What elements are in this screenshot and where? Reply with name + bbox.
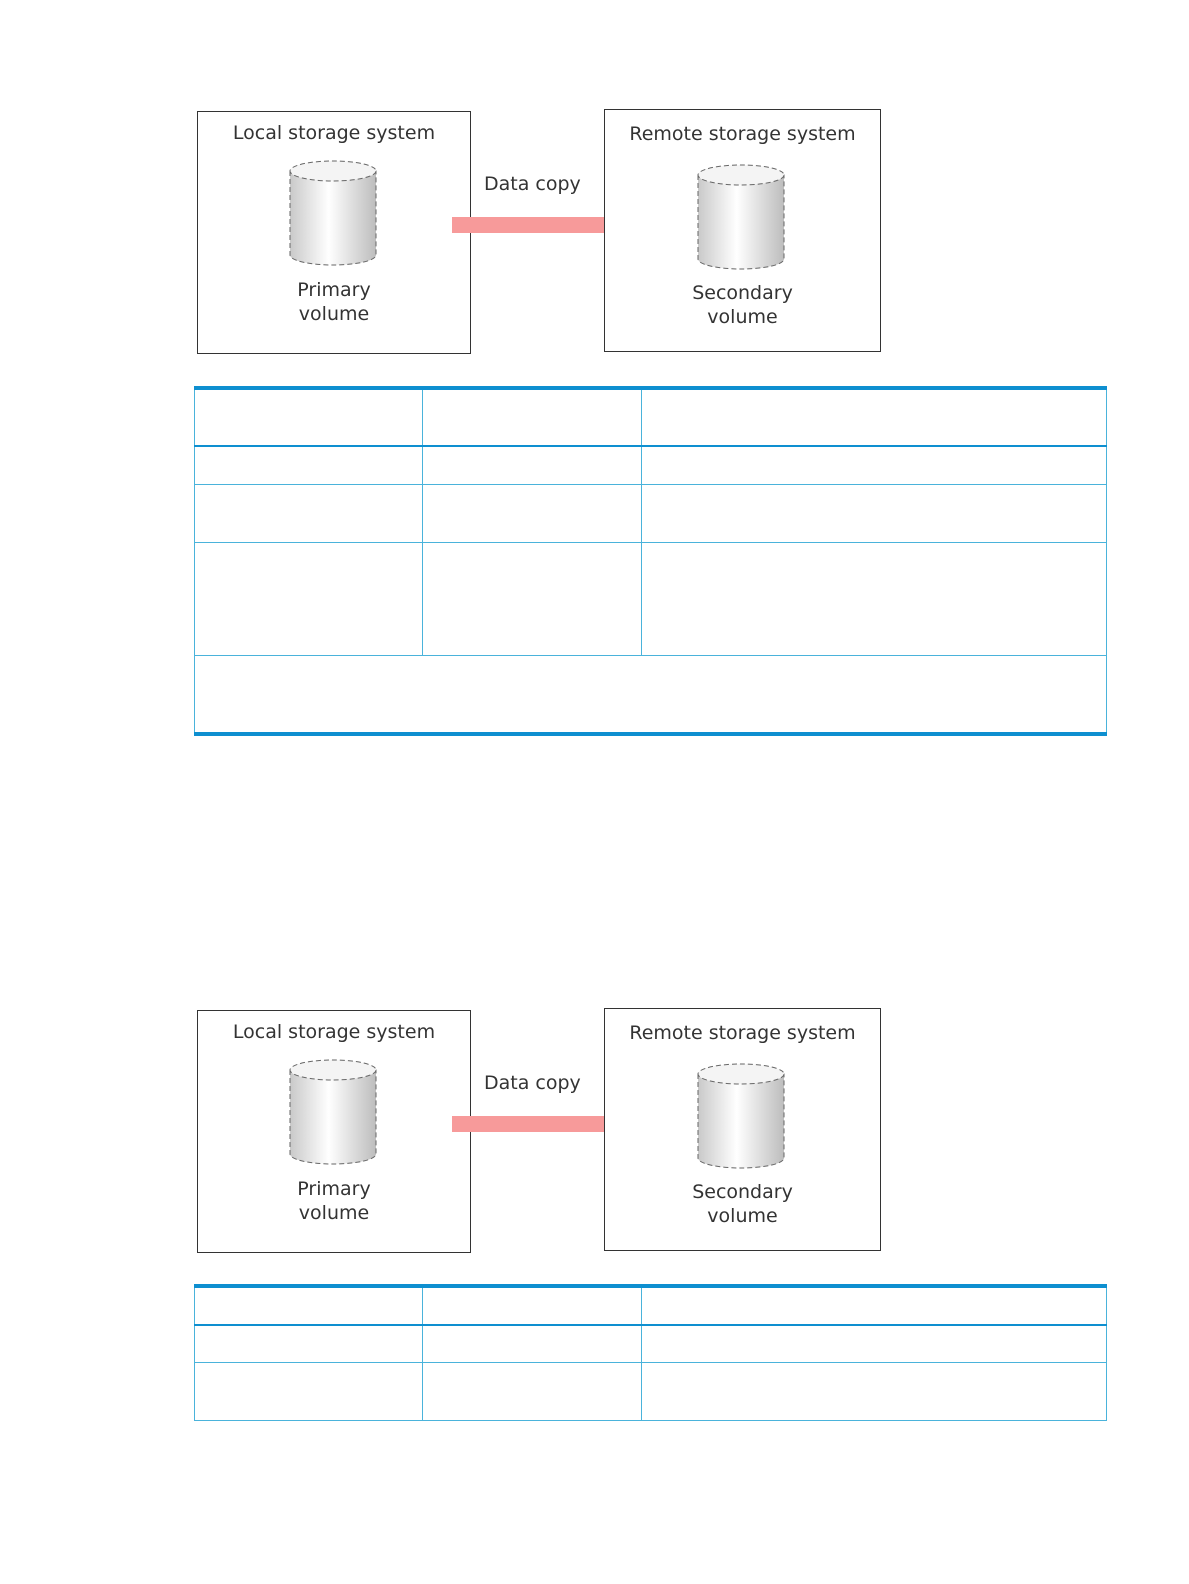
local-storage-title: Local storage system — [232, 122, 436, 144]
primary-volume-icon — [288, 159, 378, 269]
table-cell — [642, 542, 1107, 655]
table-row — [195, 542, 1107, 655]
table-cell — [642, 484, 1107, 542]
primary-volume-label — [198, 1177, 470, 1225]
table-cell — [642, 388, 1107, 446]
table-note-row — [195, 655, 1107, 734]
primary-volume-icon — [288, 1058, 378, 1168]
secondary-volume-line1: Secondary — [692, 1181, 793, 1203]
table-cell — [423, 388, 642, 446]
primary-volume-line2: volume — [298, 303, 370, 325]
primary-volume-line1: Primary — [297, 1178, 371, 1200]
secondary-volume-line1: Secondary — [692, 282, 793, 304]
table-cell — [423, 1362, 642, 1420]
table-header-row — [195, 1286, 1107, 1325]
replication-diagram-1 — [0, 105, 1189, 365]
table-cell — [642, 1286, 1107, 1325]
local-storage-box — [197, 1010, 471, 1253]
remote-storage-box — [604, 1008, 881, 1251]
table-cell — [423, 542, 642, 655]
secondary-volume-label — [605, 281, 880, 329]
secondary-volume-icon — [696, 163, 786, 273]
table-cell — [423, 1325, 642, 1362]
table-cell — [195, 484, 423, 542]
table-cell — [195, 1362, 423, 1420]
table-note-cell — [195, 655, 1107, 734]
table-row — [195, 1325, 1107, 1362]
table-cell — [423, 1286, 642, 1325]
table-cell — [642, 446, 1107, 484]
primary-volume-line1: Primary — [297, 279, 371, 301]
table-2 — [194, 1284, 1107, 1421]
primary-volume-line2: volume — [298, 1202, 370, 1224]
remote-storage-title: Remote storage system — [629, 123, 856, 145]
table-cell — [195, 1325, 423, 1362]
remote-storage-title: Remote storage system — [629, 1022, 856, 1044]
table-header-row — [195, 388, 1107, 446]
table-cell — [195, 388, 423, 446]
table-1 — [194, 386, 1107, 736]
secondary-volume-line2: volume — [707, 306, 778, 328]
table-row — [195, 446, 1107, 484]
table-cell — [642, 1325, 1107, 1362]
table-cell — [423, 446, 642, 484]
primary-volume-label — [198, 278, 470, 326]
remote-storage-box — [604, 109, 881, 352]
table-cell — [195, 542, 423, 655]
data-copy-label: Data copy — [484, 173, 581, 195]
data-copy-label: Data copy — [484, 1072, 581, 1094]
local-storage-title: Local storage system — [232, 1021, 436, 1043]
table-cell — [423, 484, 642, 542]
table-cell — [642, 1362, 1107, 1420]
table-cell — [195, 446, 423, 484]
table-row — [195, 484, 1107, 542]
table-row — [195, 1362, 1107, 1420]
secondary-volume-label — [605, 1180, 880, 1228]
secondary-volume-line2: volume — [707, 1205, 778, 1227]
secondary-volume-icon — [696, 1062, 786, 1172]
table-cell — [195, 1286, 423, 1325]
replication-diagram-2 — [0, 1004, 1189, 1264]
local-storage-box — [197, 111, 471, 354]
